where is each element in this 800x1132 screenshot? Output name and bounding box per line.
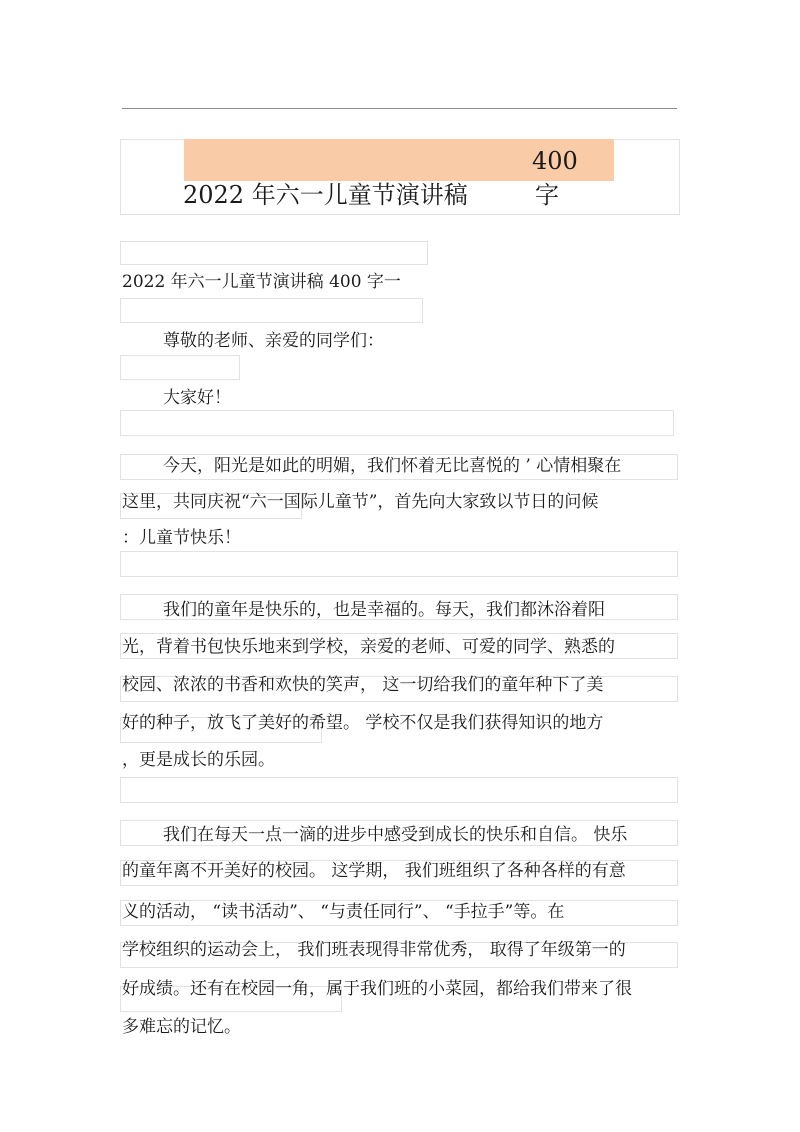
header-rule	[122, 108, 677, 109]
frame-box	[120, 355, 240, 380]
page-title: 2022 年六一儿童节演讲稿	[183, 181, 468, 209]
title-number: 400	[532, 147, 578, 175]
paragraph-line: 学校组织的运动会上， 我们班表现得非常优秀， 取得了年级第一的	[122, 940, 626, 960]
frame-box	[120, 551, 678, 577]
paragraph-line: 多难忘的记忆。	[122, 1017, 241, 1037]
frame-box	[120, 241, 428, 265]
paragraph-line: 我们的童年是快乐的，也是幸福的。每天，我们都沐浴着阳	[163, 600, 605, 620]
paragraph-line: 的童年离不开美好的校园。 这学期， 我们班组织了各种各样的有意	[122, 861, 626, 881]
hello-line: 大家好！	[163, 388, 231, 408]
paragraph-line: 这里，共同庆祝“六一国际儿童节”，首先向大家致以节日的问候	[122, 492, 599, 512]
paragraph-line: 义的活动， “读书活动”、 “与责任同行”、 “手拉手”等。在	[122, 902, 565, 922]
frame-box	[120, 410, 674, 436]
paragraph-line: ：儿童节快乐！	[122, 528, 241, 548]
greeting: 尊敬的老师、亲爱的同学们：	[163, 331, 384, 351]
paragraph-line: 好的种子，放飞了美好的希望。 学校不仅是我们获得知识的地方	[122, 713, 604, 733]
paragraph-line: 我们在每天一点一滴的进步中感受到成长的快乐和自信。 快乐	[163, 825, 628, 845]
frame-box	[120, 298, 423, 323]
paragraph-line: 今天，阳光是如此的明媚，我们怀着无比喜悦的 ’ 心情相聚在	[163, 456, 622, 476]
paragraph-line: 校园、浓浓的书香和欢快的笑声， 这一切给我们的童年种下了美	[122, 675, 604, 695]
paragraph-line: 好成绩。还有在校园一角，属于我们班的小菜园，都给我们带来了很	[122, 979, 632, 999]
paragraph-line: ，更是成长的乐园。	[122, 750, 275, 770]
paragraph-line: 光，背着书包快乐地来到学校，亲爱的老师、可爱的同学、熟悉的	[122, 637, 615, 657]
subtitle: 2022 年六一儿童节演讲稿 400 字一	[122, 272, 401, 292]
title-char: 字	[535, 181, 559, 209]
frame-box	[120, 777, 678, 803]
